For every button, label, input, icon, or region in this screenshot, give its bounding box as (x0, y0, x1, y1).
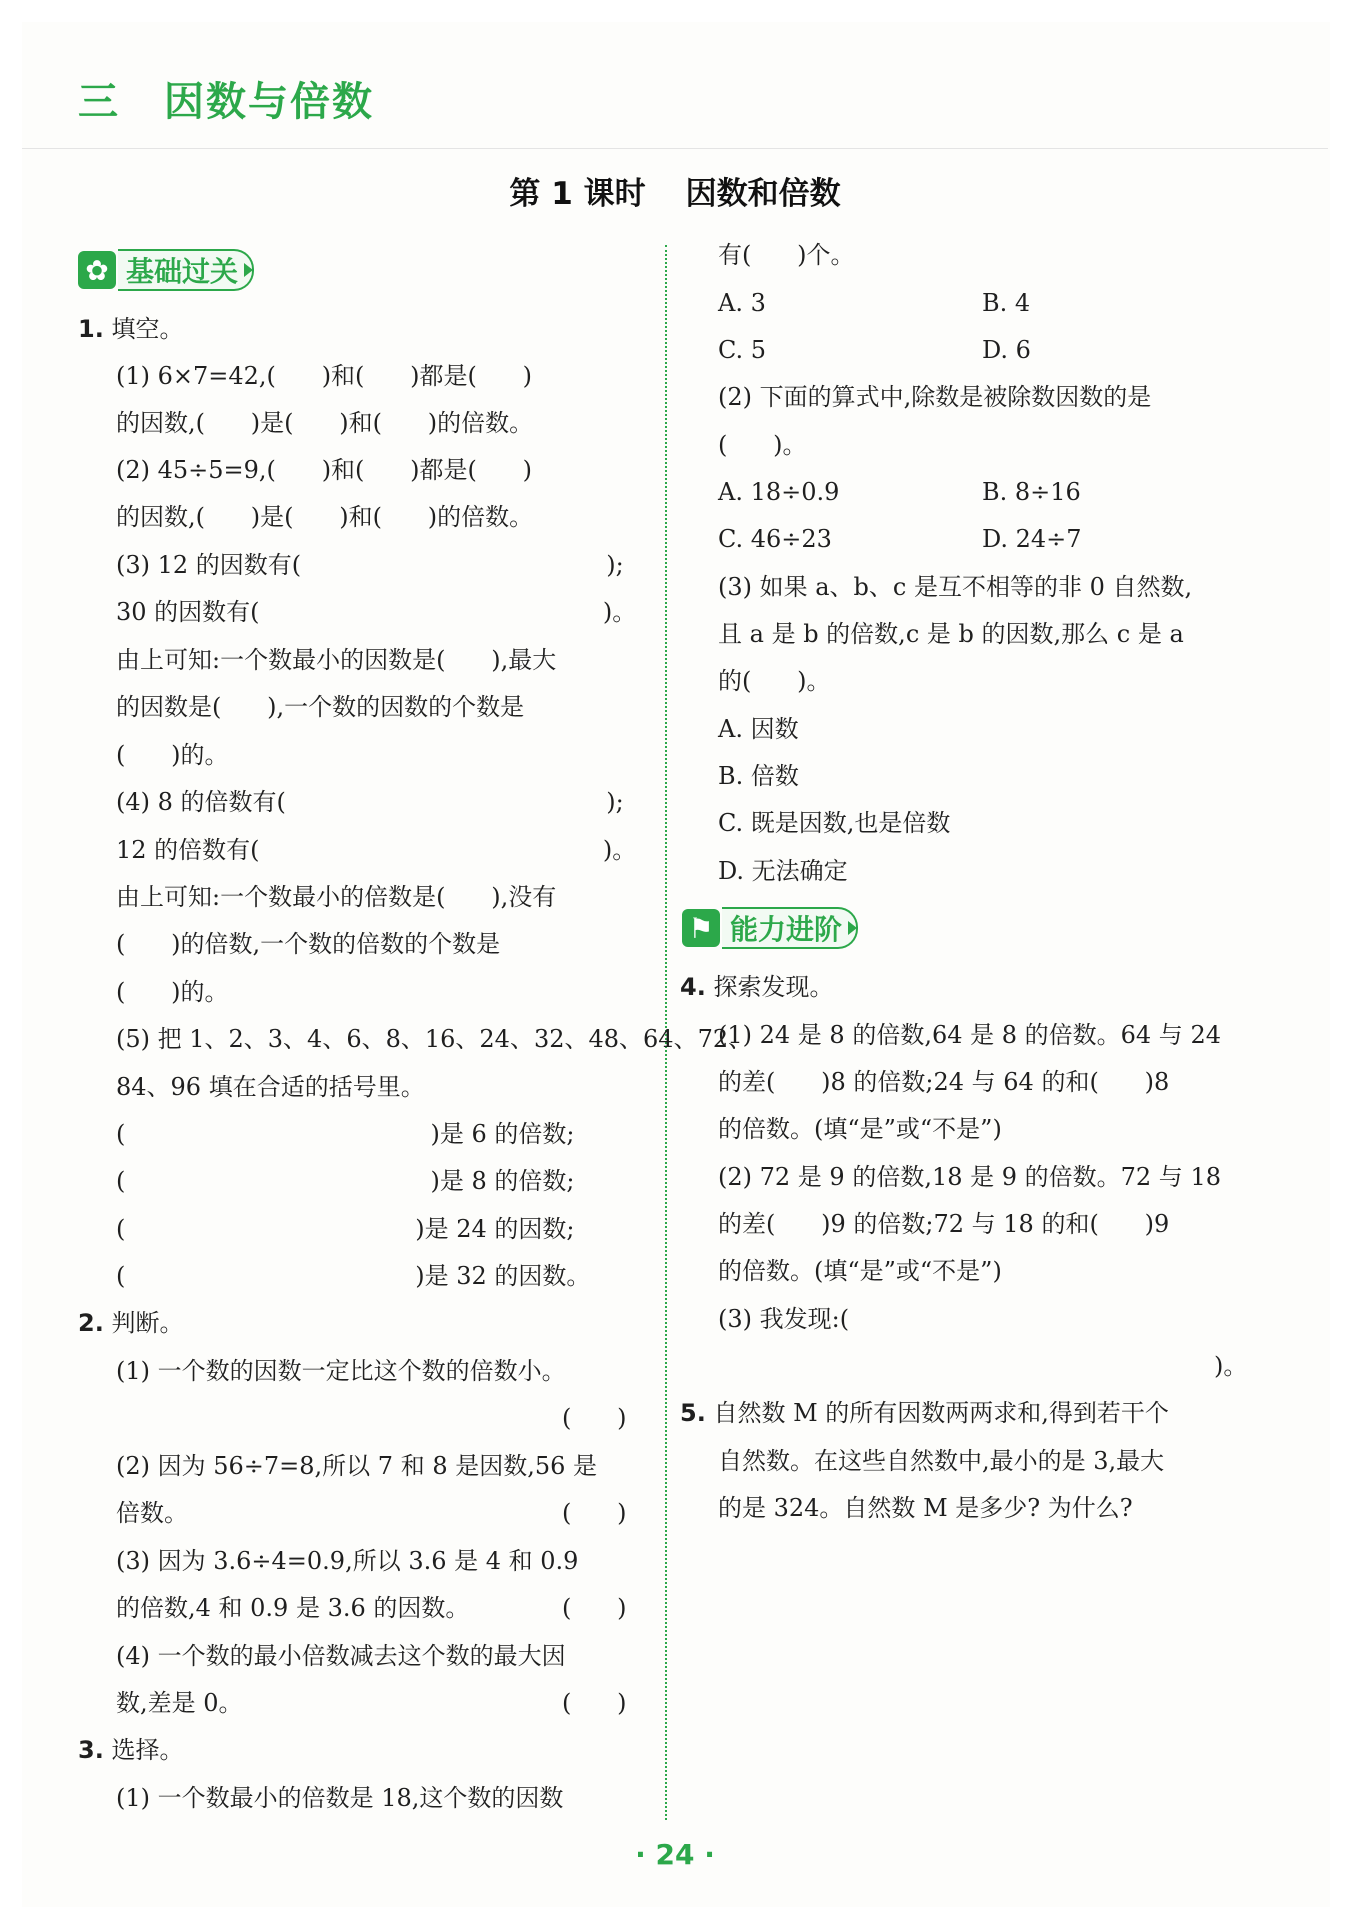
gear-icon: ✿ (78, 251, 116, 289)
q1-line: 由上可知:一个数最小的倍数是( ),没有 (116, 883, 557, 911)
q3-line: (1) 一个数最小的倍数是 18,这个数的因数 (116, 1784, 564, 1812)
q5-line: 的是 324。自然数 M 是多少? 为什么? (718, 1494, 1133, 1522)
section-badge-advanced (682, 906, 857, 950)
q1-line: ( )的。 (116, 978, 229, 1006)
q3-line: 有( )个。 (718, 241, 855, 269)
q3-option: A. 因数 (718, 715, 799, 743)
q1-line: 由上可知:一个数最小的因数是( ),最大 (116, 646, 557, 674)
q1-line: 84、96 填在合适的括号里。 (116, 1073, 425, 1101)
q3-option: C. 既是因数,也是倍数 (718, 809, 951, 837)
q1-line: 12 的倍数有( )。 (116, 836, 637, 864)
q2-answer-bracket: ( ) (562, 1594, 627, 1622)
q1-line: 的因数,( )是( )和( )的倍数。 (116, 503, 534, 531)
q3-option: B. 4 (982, 289, 1031, 317)
arrow-icon (848, 921, 857, 935)
q1-heading: 1. 填空。 (78, 315, 184, 343)
page-number: · 24 · (635, 1838, 715, 1871)
q3-line: 的( )。 (718, 667, 831, 695)
q1-line: (4) 8 的倍数有( ); (116, 788, 624, 816)
page-background (22, 22, 1330, 1907)
q1-line: ( )的。 (116, 741, 229, 769)
q1-line: 的因数是( ),一个数的因数的个数是 (116, 693, 525, 721)
arrow-icon (244, 263, 253, 277)
q4-line: )。 (1214, 1352, 1248, 1380)
chapter-title: 因数与倍数 (164, 79, 374, 125)
q2-answer-bracket: ( ) (562, 1404, 627, 1432)
q1-line: (3) 12 的因数有( ); (116, 551, 624, 579)
q3-option: D. 6 (982, 336, 1031, 364)
q4-line: 的倍数。(填“是”或“不是”) (718, 1257, 1002, 1285)
q1-line: ( )是 24 的因数; (116, 1215, 575, 1243)
q3-option: A. 18÷0.9 (718, 478, 840, 506)
q1-line: (2) 45÷5=9,( )和( )都是( ) (116, 456, 533, 484)
q3-option: B. 8÷16 (982, 478, 1081, 506)
q2-line: (3) 因为 3.6÷4=0.9,所以 3.6 是 4 和 0.9 (116, 1547, 579, 1575)
chapter-number: 三 (78, 79, 120, 125)
lesson-prefix: 第 1 课时 (509, 176, 646, 212)
q3-option: A. 3 (718, 289, 766, 317)
q4-line: (2) 72 是 9 的倍数,18 是 9 的倍数。72 与 18 (718, 1163, 1221, 1191)
q2-line: 的倍数,4 和 0.9 是 3.6 的因数。 (116, 1594, 470, 1622)
q1-line: 的因数,( )是( )和( )的倍数。 (116, 409, 534, 437)
q3-option: C. 5 (718, 336, 767, 364)
section-badge-basic (78, 248, 253, 292)
q5-line: 自然数。在这些自然数中,最小的是 3,最大 (718, 1447, 1165, 1475)
q3-option: B. 倍数 (718, 762, 799, 790)
lesson-title (0, 168, 1350, 213)
q4-line: 的差( )8 的倍数;24 与 64 的和( )8 (718, 1068, 1170, 1096)
section-label-basic: 基础过关 (118, 249, 254, 291)
q4-line: 的差( )9 的倍数;72 与 18 的和( )9 (718, 1210, 1170, 1238)
lesson-name: 因数和倍数 (685, 176, 841, 212)
q2-line: 数,差是 0。 (116, 1689, 243, 1717)
runner-icon: ⚑ (682, 909, 720, 947)
q1-line: (5) 把 1、2、3、4、6、8、16、24、32、48、64、72、 (116, 1025, 753, 1053)
q2-answer-bracket: ( ) (562, 1499, 627, 1527)
q3-line: (3) 如果 a、b、c 是互不相等的非 0 自然数, (718, 573, 1193, 601)
q4-heading: 4. 探索发现。 (680, 973, 834, 1001)
q1-line: ( )的倍数,一个数的倍数的个数是 (116, 930, 501, 958)
chapter-heading (78, 70, 374, 127)
q3-line: 且 a 是 b 的倍数,c 是 b 的因数,那么 c 是 a (718, 620, 1184, 648)
q2-line: (2) 因为 56÷7=8,所以 7 和 8 是因数,56 是 (116, 1452, 598, 1480)
q2-line: (1) 一个数的因数一定比这个数的倍数小。 (116, 1357, 566, 1385)
q1-line: ( )是 6 的倍数; (116, 1120, 575, 1148)
q2-line: 倍数。 (116, 1499, 188, 1527)
q4-line: (1) 24 是 8 的倍数,64 是 8 的倍数。64 与 24 (718, 1021, 1221, 1049)
q3-line: ( )。 (718, 431, 807, 459)
q2-answer-bracket: ( ) (562, 1689, 627, 1717)
q3-heading: 3. 选择。 (78, 1736, 184, 1764)
q1-line: ( )是 32 的因数。 (116, 1262, 591, 1290)
section-label-advanced: 能力进阶 (722, 907, 858, 949)
q4-line: (3) 我发现:( (718, 1305, 850, 1333)
q1-line: (1) 6×7=42,( )和( )都是( ) (116, 362, 533, 390)
header-rule (22, 148, 1328, 149)
q4-line: 的倍数。(填“是”或“不是”) (718, 1115, 1002, 1143)
q3-option: C. 46÷23 (718, 525, 832, 553)
q3-line: (2) 下面的算式中,除数是被除数因数的是 (718, 383, 1152, 411)
q2-heading: 2. 判断。 (78, 1309, 184, 1337)
q1-line: ( )是 8 的倍数; (116, 1167, 575, 1195)
q2-line: (4) 一个数的最小倍数减去这个数的最大因 (116, 1642, 566, 1670)
q1-line: 30 的因数有( )。 (116, 598, 637, 626)
q3-option: D. 无法确定 (718, 857, 848, 885)
q5-heading: 5. 自然数 M 的所有因数两两求和,得到若干个 (680, 1399, 1169, 1427)
q3-option: D. 24÷7 (982, 525, 1082, 553)
